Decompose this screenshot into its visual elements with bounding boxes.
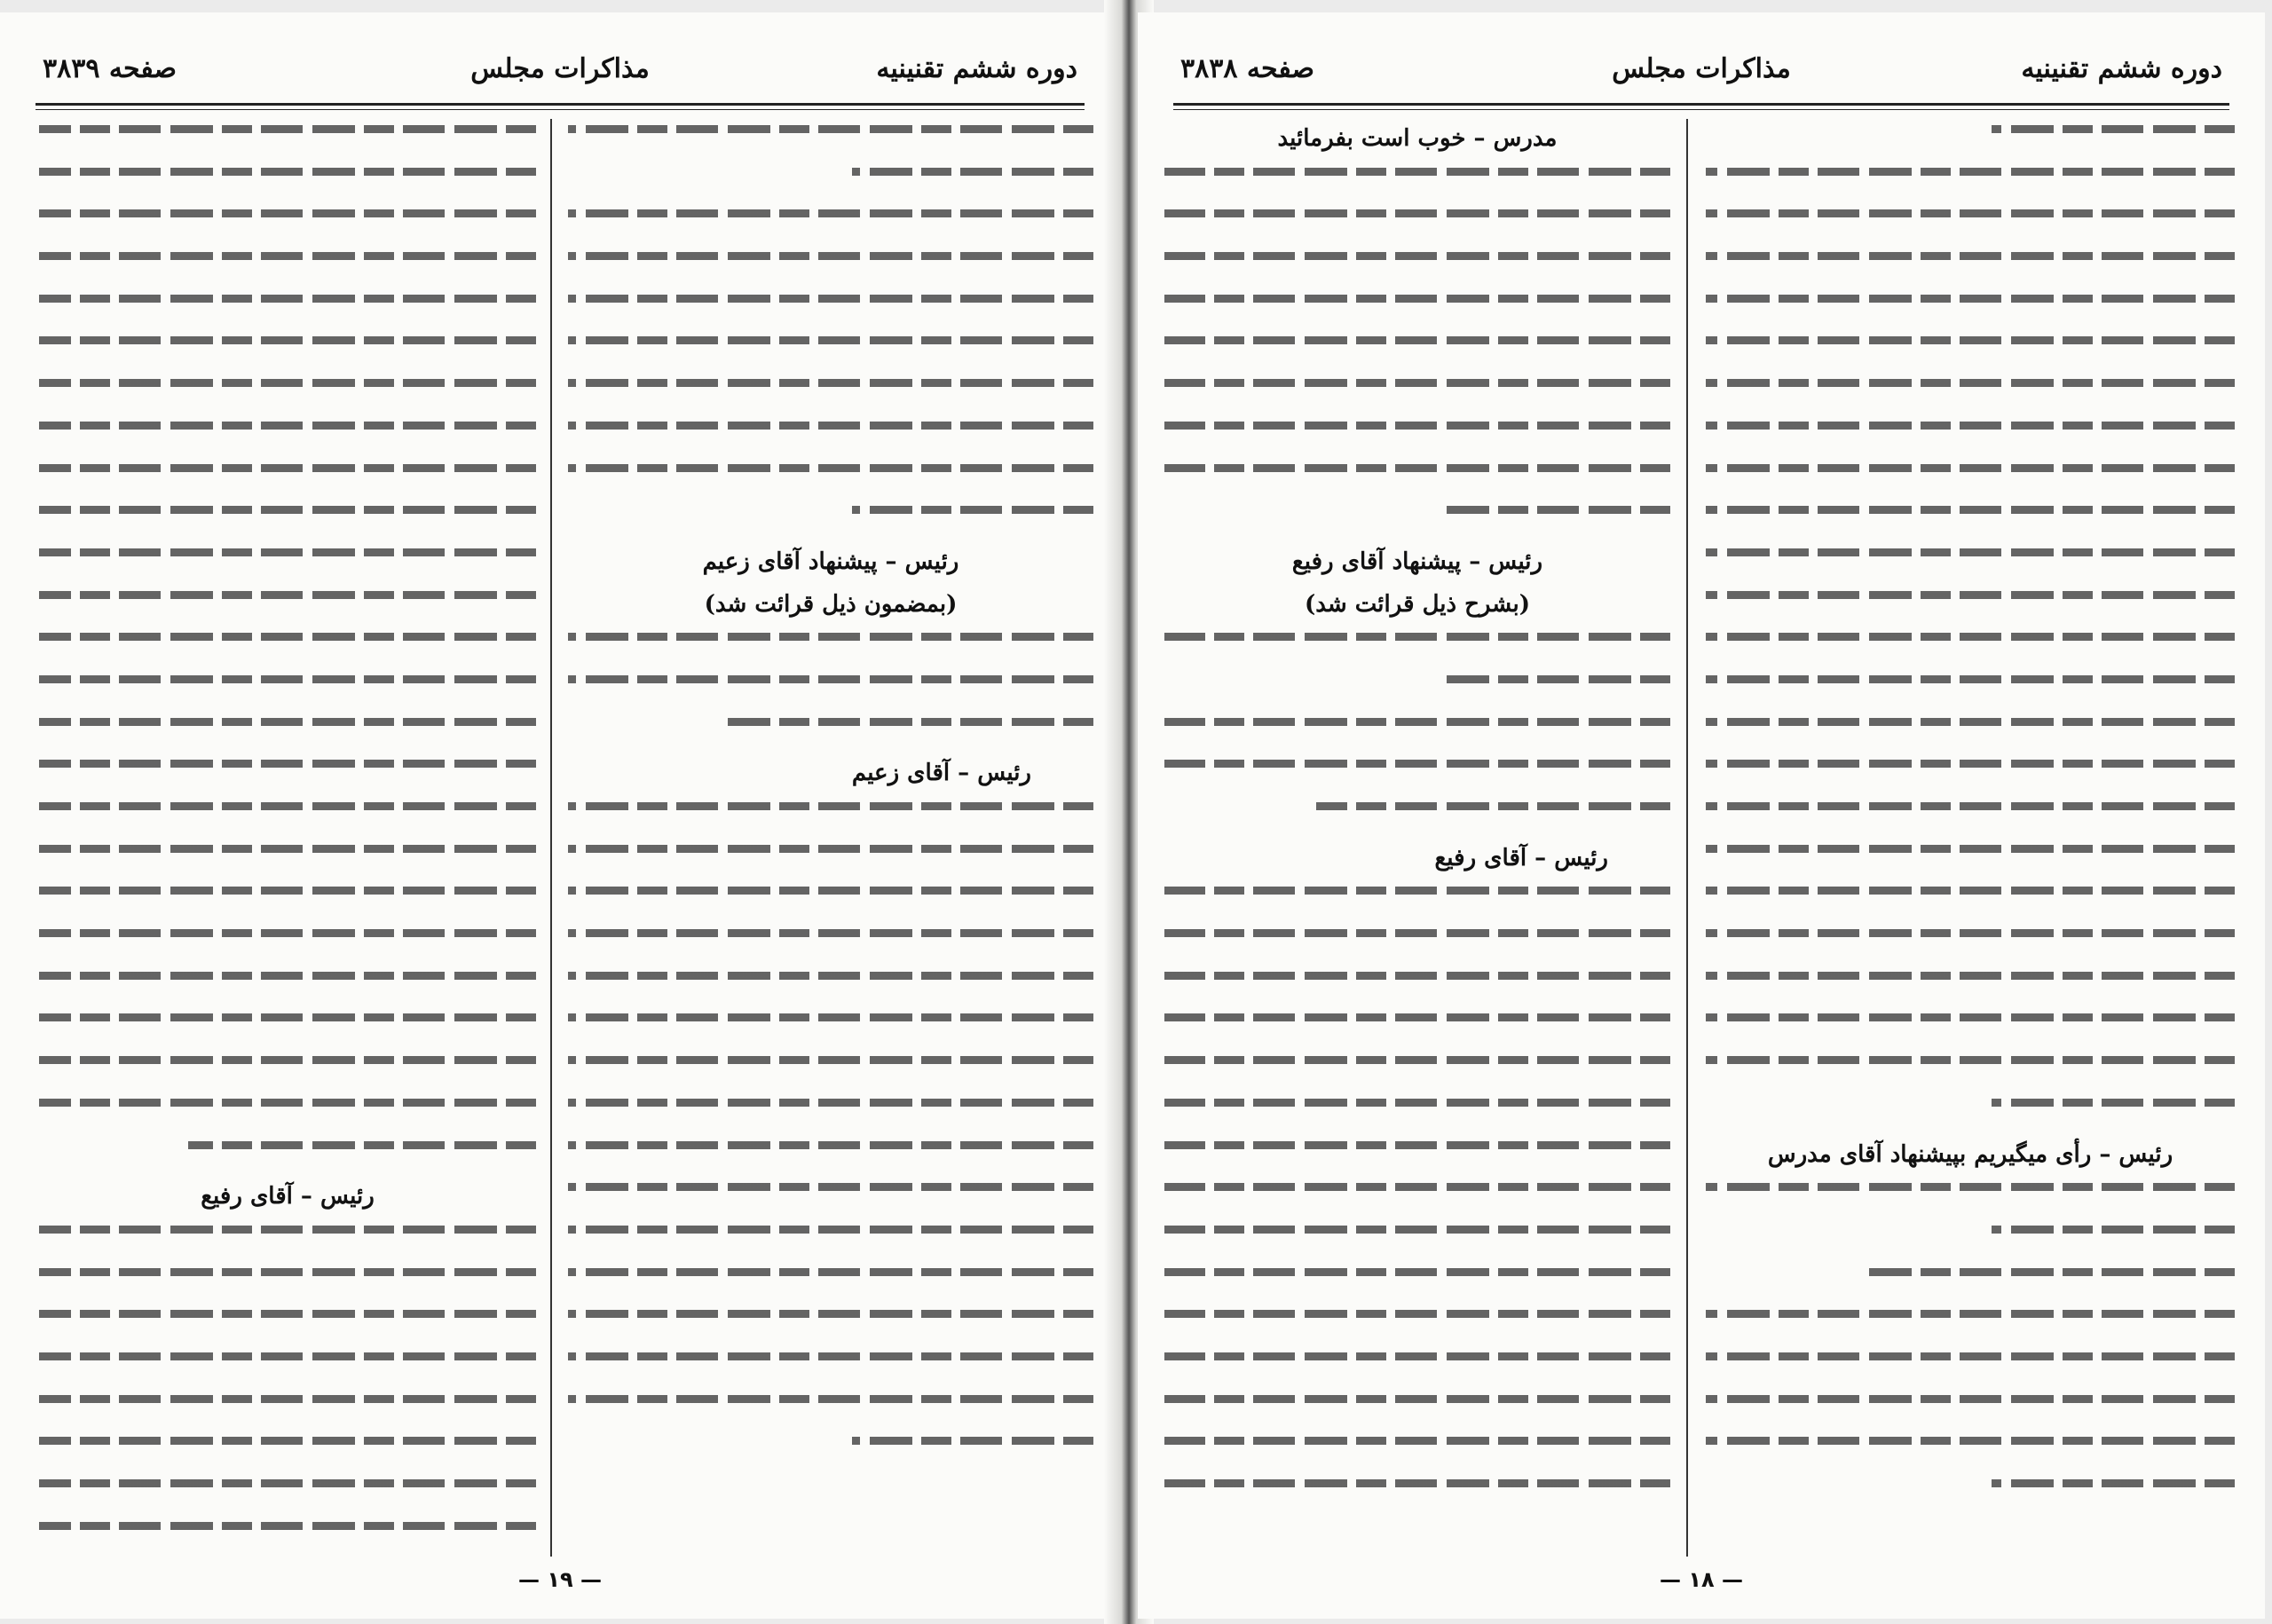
text-line <box>39 839 536 858</box>
text-line <box>1164 880 1670 900</box>
text-line <box>39 288 536 308</box>
text-line <box>568 1219 1093 1239</box>
text-line <box>568 415 1093 435</box>
text-line <box>568 246 1093 265</box>
text-line <box>1164 1177 1670 1196</box>
text-line <box>39 627 536 646</box>
text-line <box>39 880 536 900</box>
text-line <box>1164 627 1670 646</box>
text-line <box>1706 839 2235 858</box>
text-line <box>1706 1050 2235 1069</box>
text-line <box>568 1304 1093 1323</box>
text-line <box>568 203 1093 223</box>
text-line <box>1706 1389 2235 1408</box>
text-line <box>39 1516 536 1535</box>
text-line <box>568 1135 1093 1155</box>
text-line <box>39 1092 536 1112</box>
text-line <box>1706 1431 2235 1450</box>
text-line <box>1164 1092 1670 1112</box>
header-rule <box>36 103 1085 110</box>
page-3839 <box>0 12 1120 1619</box>
text-line <box>1706 458 2235 477</box>
text-line <box>1706 203 2235 223</box>
text-line <box>568 1050 1093 1069</box>
text-line <box>39 1262 536 1281</box>
text-line <box>568 1262 1093 1281</box>
text-line <box>568 796 1093 816</box>
session-label: دوره ششم تقنينيه <box>876 53 1077 84</box>
text-line <box>39 330 536 350</box>
text-line <box>39 119 536 138</box>
text-line <box>1164 1262 1670 1281</box>
speaker-heading: رئيس – آقای رفيع <box>1434 844 1608 871</box>
column-divider <box>1686 119 1688 1557</box>
text-line <box>1706 1473 2235 1493</box>
text-line <box>1164 1473 1670 1493</box>
text-line <box>39 415 536 435</box>
text-line <box>39 203 536 223</box>
text-line <box>1706 288 2235 308</box>
speaker-heading: مدرس – خوب است بفرمائيد <box>1277 125 1558 152</box>
text-line <box>39 966 536 985</box>
text-line <box>1164 162 1670 181</box>
folio-number: — ۱۸ — <box>1659 1567 1743 1592</box>
text-line <box>1164 330 1670 350</box>
session-label: دوره ششم تقنينيه <box>2021 53 2222 84</box>
text-column-right <box>1706 119 2235 1557</box>
reading-note: (بمضمون ذيل قرائت شد) <box>704 590 958 618</box>
text-line <box>1164 923 1670 942</box>
text-line <box>39 923 536 942</box>
text-line <box>1706 712 2235 731</box>
speaker-heading: رئيس – پيشنهاد آقای زعيم <box>702 548 959 575</box>
text-line <box>1164 1050 1670 1069</box>
text-line <box>39 246 536 265</box>
text-line <box>1164 966 1670 985</box>
text-line <box>39 712 536 731</box>
text-line <box>568 627 1093 646</box>
text-line <box>1706 246 2235 265</box>
text-line <box>1706 966 2235 985</box>
text-line <box>39 1050 536 1069</box>
text-line <box>1706 669 2235 689</box>
text-line <box>1706 500 2235 519</box>
text-line <box>1164 1431 1670 1450</box>
running-header <box>1180 53 2222 98</box>
text-line <box>1706 1007 2235 1027</box>
text-line <box>1164 669 1670 689</box>
text-line <box>39 1135 536 1155</box>
text-line <box>39 373 536 392</box>
text-line <box>39 1389 536 1408</box>
text-line <box>568 373 1093 392</box>
text-line <box>568 1092 1093 1112</box>
text-line <box>1706 1092 2235 1112</box>
text-line <box>39 585 536 604</box>
text-line <box>1164 288 1670 308</box>
text-line <box>568 1007 1093 1027</box>
speaker-heading: رئيس – آقای رفيع <box>201 1183 375 1210</box>
text-column-left <box>1164 119 1670 1557</box>
text-line <box>39 669 536 689</box>
page-number: صفحه ۳۸۳۹ <box>43 53 177 84</box>
text-line <box>1706 753 2235 773</box>
text-line <box>568 923 1093 942</box>
text-line <box>39 500 536 519</box>
text-line <box>1164 1304 1670 1323</box>
text-line <box>568 966 1093 985</box>
text-line <box>1706 627 2235 646</box>
text-line <box>1164 796 1670 816</box>
text-line <box>568 162 1093 181</box>
speaker-heading: رئيس – پيشنهاد آقای رفيع <box>1291 548 1543 575</box>
reading-note: (بشرح ذيل قرائت شد) <box>1304 590 1531 618</box>
text-line <box>39 1007 536 1027</box>
text-line <box>1706 119 2235 138</box>
text-line <box>1706 330 2235 350</box>
text-line <box>1706 1304 2235 1323</box>
text-line <box>1164 1135 1670 1155</box>
text-line <box>1164 1346 1670 1366</box>
text-line <box>39 796 536 816</box>
text-line <box>1706 162 2235 181</box>
text-line <box>1164 373 1670 392</box>
page-number: صفحه ۳۸۳۸ <box>1180 53 1314 84</box>
text-line <box>1706 880 2235 900</box>
text-line <box>1706 796 2235 816</box>
column-divider <box>550 119 552 1557</box>
text-line <box>1164 458 1670 477</box>
text-line <box>1706 542 2235 562</box>
text-line <box>39 1473 536 1493</box>
text-line <box>568 669 1093 689</box>
text-line <box>1164 712 1670 731</box>
text-line <box>1164 415 1670 435</box>
text-line <box>568 880 1093 900</box>
text-line <box>568 500 1093 519</box>
text-line <box>39 1431 536 1450</box>
text-line <box>39 1219 536 1239</box>
speaker-heading: رئيس – آقای زعيم <box>851 760 1031 787</box>
header-rule <box>1173 103 2229 110</box>
text-line <box>1164 1219 1670 1239</box>
text-line <box>568 458 1093 477</box>
text-line <box>39 542 536 562</box>
page-3838 <box>1138 12 2265 1619</box>
text-line <box>1164 246 1670 265</box>
text-line <box>39 753 536 773</box>
text-line <box>1706 1346 2235 1366</box>
text-column-right <box>568 119 1093 1557</box>
text-line <box>39 458 536 477</box>
journal-title: مذاکرات مجلس <box>1612 53 1791 84</box>
journal-title: مذاکرات مجلس <box>470 53 650 84</box>
running-header <box>43 53 1077 98</box>
text-line <box>1164 203 1670 223</box>
text-line <box>568 119 1093 138</box>
text-line <box>1706 415 2235 435</box>
text-line <box>568 712 1093 731</box>
text-line <box>568 330 1093 350</box>
text-line <box>1706 1262 2235 1281</box>
text-line <box>39 1304 536 1323</box>
text-line <box>1706 1177 2235 1196</box>
text-line <box>39 1346 536 1366</box>
folio-number: — ۱۹ — <box>517 1567 602 1592</box>
text-line <box>568 1389 1093 1408</box>
text-line <box>1164 753 1670 773</box>
text-line <box>1164 500 1670 519</box>
text-line <box>39 162 536 181</box>
speaker-heading: رئيس – رأی ميگيريم بپيشنهاد آقای مدرس <box>1767 1140 2173 1168</box>
text-line <box>568 839 1093 858</box>
text-line <box>1706 1219 2235 1239</box>
text-line <box>1164 1389 1670 1408</box>
text-line <box>568 1346 1093 1366</box>
text-line <box>1706 585 2235 604</box>
text-line <box>568 1177 1093 1196</box>
text-line <box>568 1431 1093 1450</box>
text-line <box>568 288 1093 308</box>
text-column-left <box>39 119 536 1557</box>
text-line <box>1706 923 2235 942</box>
text-line <box>1164 1007 1670 1027</box>
text-line <box>1706 373 2235 392</box>
